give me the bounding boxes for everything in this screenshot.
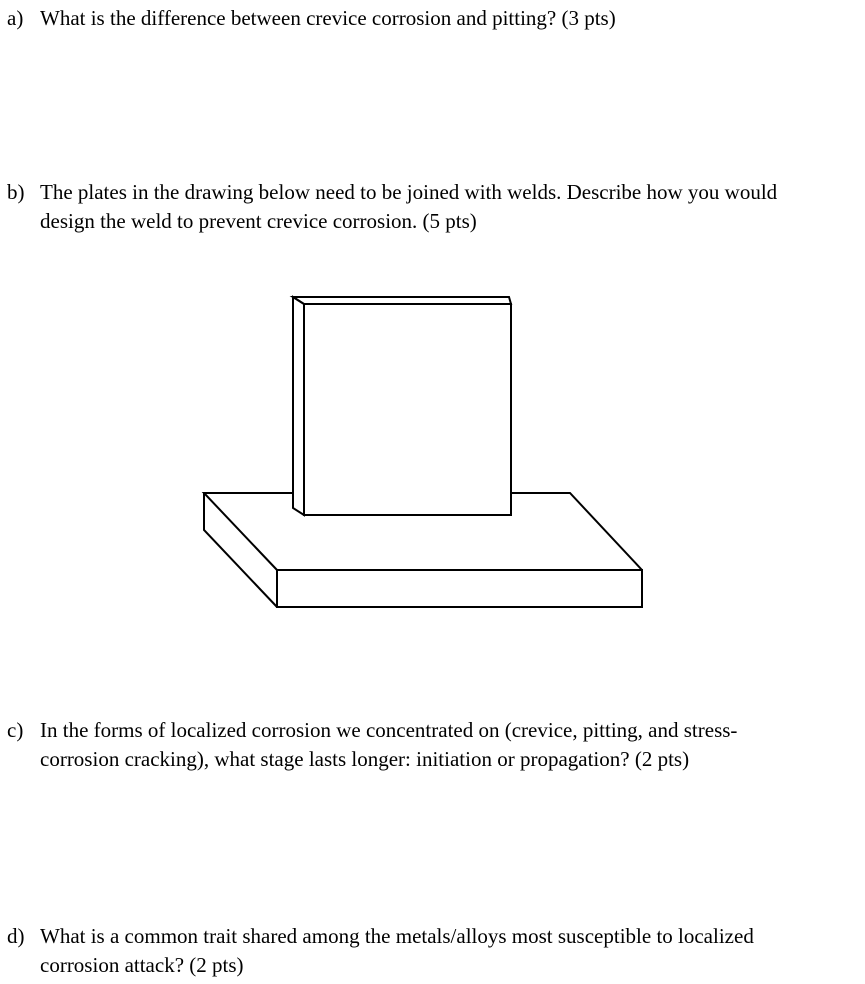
vertical-plate-top-face — [293, 297, 511, 304]
base-plate-front-face — [277, 570, 642, 607]
base-plate-top-left-edge — [204, 493, 293, 570]
vertical-plate-side-face — [293, 297, 304, 515]
question-d-letter: d) — [7, 924, 25, 948]
question-d-text: What is a common trait shared among the metals/alloys most susceptible to localized corrosion attack? (2 pts) — [40, 924, 754, 977]
vertical-plate-front-face — [304, 304, 511, 515]
vertical-plate — [293, 297, 511, 515]
question-b-letter: b) — [7, 180, 25, 204]
question-c-letter: c) — [7, 718, 24, 742]
question-a-letter: a) — [7, 6, 24, 30]
base-plate-left-side — [204, 493, 277, 607]
question-a-text: What is the difference between crevice corrosion and pitting? (3 pts) — [40, 6, 616, 30]
question-c-text: In the forms of localized corrosion we concentrated on (crevice, pitting, and stress- corrosion cracking), what stage lasts longer: initiation or propagation? (2 pts) — [40, 718, 738, 771]
base-plate-top-right-edge — [511, 493, 642, 570]
base-plate — [204, 493, 642, 607]
question-b-text: The plates in the drawing below need to be joined with welds. Describe how you would design the weld to prevent crevice corrosion. (5 pts) — [40, 180, 778, 233]
